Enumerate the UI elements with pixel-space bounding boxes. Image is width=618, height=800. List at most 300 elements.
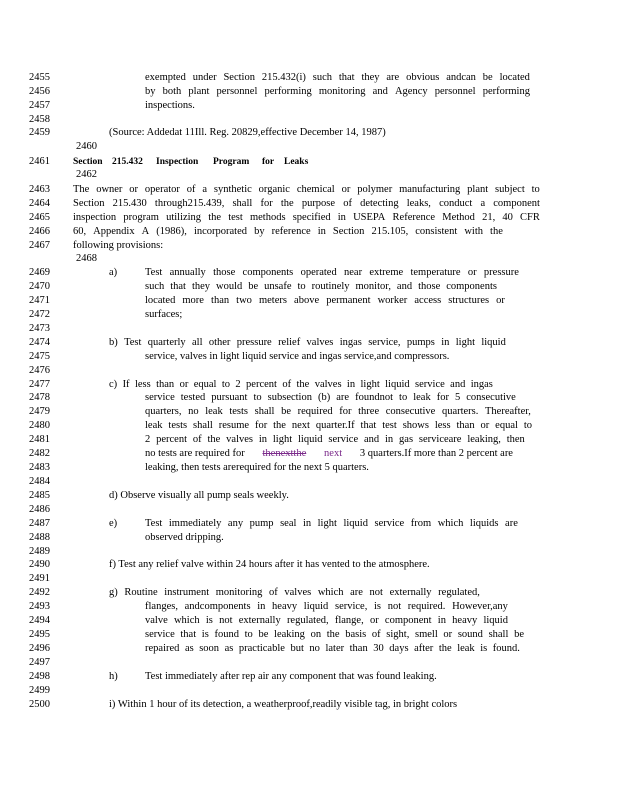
word: immediately xyxy=(168,518,222,529)
word: b) xyxy=(109,337,118,348)
word: located xyxy=(499,72,530,83)
word: service, xyxy=(368,337,401,348)
word: organic xyxy=(258,184,290,195)
word: which xyxy=(437,518,464,529)
word: three xyxy=(358,406,380,417)
word: incorporated xyxy=(193,226,248,237)
word: light xyxy=(317,518,337,529)
word: be xyxy=(482,72,493,83)
word: as xyxy=(184,643,194,654)
item-c-line: leaking, then tests arerequired for the next 5 quarters. xyxy=(145,462,369,473)
word: performing xyxy=(264,86,312,97)
word: liquid xyxy=(343,518,368,529)
word: they xyxy=(361,72,380,83)
word: externally xyxy=(389,587,432,598)
word: manufacturing xyxy=(399,184,461,195)
word: required. xyxy=(407,601,446,612)
word: Section xyxy=(332,226,365,237)
line-number: 2455 xyxy=(29,72,50,83)
line-number: 2493 xyxy=(29,601,50,612)
word: serviceare xyxy=(418,434,462,445)
word: or xyxy=(443,629,453,640)
word: routinely xyxy=(311,281,350,292)
line-number: 2456 xyxy=(29,86,50,97)
word: tests xyxy=(229,406,248,417)
line-number: 2477 xyxy=(29,379,50,390)
word: 215.105, xyxy=(371,226,409,237)
word: (1986), xyxy=(156,226,187,237)
item-g-line xyxy=(145,615,508,627)
line-number: 2497 xyxy=(29,657,50,668)
word: quarters, xyxy=(145,406,182,417)
word: Method xyxy=(442,212,475,223)
deleted-text: thenextthe xyxy=(262,448,307,459)
word: plant xyxy=(188,86,210,97)
word: liquid xyxy=(303,601,329,612)
line-number: 2494 xyxy=(29,615,50,626)
item-g-line xyxy=(145,629,524,641)
word: Test xyxy=(145,518,163,529)
word: of xyxy=(186,184,196,195)
word: in xyxy=(302,518,312,529)
item-a-line xyxy=(145,295,505,307)
word: utilizing xyxy=(166,212,202,223)
word: If xyxy=(122,379,130,390)
word: and xyxy=(450,379,466,390)
word: less xyxy=(434,420,451,431)
word: test xyxy=(382,420,397,431)
item-label: e) xyxy=(109,518,118,529)
word: pump xyxy=(249,518,274,529)
word: monitor, xyxy=(355,281,391,292)
word: pursuant xyxy=(211,392,248,403)
word: be xyxy=(281,406,292,417)
word: a xyxy=(202,184,208,195)
word: required xyxy=(297,406,333,417)
word: tested xyxy=(180,392,206,403)
word: in xyxy=(258,434,268,445)
word: more xyxy=(182,295,204,306)
intro-line xyxy=(73,226,503,238)
word: those xyxy=(418,281,441,292)
word: that xyxy=(360,420,377,431)
word: andcomponents xyxy=(184,601,251,612)
word: no xyxy=(188,406,199,417)
word: Agency xyxy=(394,86,428,97)
word: light xyxy=(455,337,475,348)
section-heading-word: Inspection xyxy=(156,157,199,167)
word: subsection xyxy=(267,392,312,403)
word: of xyxy=(343,198,352,209)
exemption-line xyxy=(145,72,530,84)
item-b-line xyxy=(109,337,506,349)
word: of xyxy=(282,379,292,390)
word: pressure xyxy=(483,267,519,278)
word: is xyxy=(201,629,209,640)
section-heading-word: Section xyxy=(73,157,103,167)
word: valves xyxy=(306,337,334,348)
line-number: 2457 xyxy=(29,100,50,111)
word: subject xyxy=(495,184,525,195)
word: in xyxy=(385,434,394,445)
word: those xyxy=(213,267,236,278)
exemption-line xyxy=(145,86,530,98)
word: tests xyxy=(168,420,188,431)
word: for xyxy=(436,392,449,403)
word: g) xyxy=(109,587,118,598)
line-number: 2472 xyxy=(29,309,50,320)
word: the xyxy=(490,226,503,237)
word: leak xyxy=(145,420,163,431)
word: Section xyxy=(73,198,105,209)
line-number: 2474 xyxy=(29,337,50,348)
line-number: 2459 xyxy=(29,127,50,138)
word: to xyxy=(531,184,540,195)
line-number: 2498 xyxy=(29,671,50,682)
word: percent xyxy=(156,434,188,445)
line-number: 2492 xyxy=(29,587,50,598)
word: above xyxy=(294,295,320,306)
word: by xyxy=(145,86,156,97)
word: to xyxy=(523,420,532,431)
item-c-line xyxy=(109,379,493,391)
word: liquid xyxy=(483,615,508,626)
line-number: 2468 xyxy=(76,253,97,264)
word: gas xyxy=(399,434,414,445)
word: annually xyxy=(169,267,206,278)
word: after xyxy=(414,643,434,654)
word: flanges, xyxy=(145,601,178,612)
word: Appendix xyxy=(93,226,135,237)
intro-line xyxy=(73,198,540,210)
word: purpose xyxy=(301,198,336,209)
word: for xyxy=(254,420,268,431)
word: would xyxy=(215,281,243,292)
word: leaking, xyxy=(467,434,501,445)
section-heading-word: for xyxy=(262,157,275,167)
word: exempted xyxy=(145,72,186,83)
word: of xyxy=(192,434,202,445)
line-number: 2461 xyxy=(29,156,50,167)
word: is xyxy=(374,601,382,612)
word: both xyxy=(162,86,182,97)
word: than xyxy=(211,295,230,306)
line-number: 2476 xyxy=(29,365,50,376)
item-g-line xyxy=(145,643,520,655)
word: owner xyxy=(96,184,123,195)
word: inspection xyxy=(73,212,117,223)
word: shows xyxy=(402,420,429,431)
word: which xyxy=(317,587,344,598)
word: in xyxy=(437,615,446,626)
word: ingas xyxy=(339,337,362,348)
line-number: 2480 xyxy=(29,420,50,431)
word: to xyxy=(221,379,231,390)
word: or xyxy=(480,420,490,431)
item-d-line: d) Observe visually all pump seals weekly. xyxy=(109,490,289,501)
word: service, xyxy=(334,601,368,612)
word: less xyxy=(134,379,151,390)
line-number: 2490 xyxy=(29,559,50,570)
word: and xyxy=(363,434,380,445)
word: not xyxy=(387,601,402,612)
word: Section xyxy=(223,72,255,83)
source-note: (Source: Addedat 11Ill. Reg. 20829,effective December 14, 1987) xyxy=(109,127,386,138)
word: regulated, xyxy=(438,587,480,598)
word: next xyxy=(291,420,310,431)
word: chemical xyxy=(296,184,335,195)
word: in xyxy=(441,337,450,348)
word: shall xyxy=(192,420,213,431)
word: component xyxy=(493,198,540,209)
item-h-line: Test immediately after rep air any component that was found leaking. xyxy=(145,671,437,682)
word: 30 xyxy=(373,643,384,654)
inserted-text: next xyxy=(324,448,343,459)
word: than xyxy=(156,379,175,390)
word: structures xyxy=(448,295,490,306)
word: test xyxy=(228,212,243,223)
word: are xyxy=(350,587,363,598)
word: are xyxy=(386,72,400,83)
word: no xyxy=(309,643,320,654)
word: Thereafter, xyxy=(485,406,531,417)
word: CFR xyxy=(520,212,540,223)
word: foundnot xyxy=(355,392,394,403)
word: (b) xyxy=(317,392,331,403)
word: days xyxy=(389,643,409,654)
word: 5 xyxy=(455,392,461,403)
word: such xyxy=(145,281,165,292)
word: than xyxy=(349,643,368,654)
word: component xyxy=(384,615,432,626)
word: are xyxy=(336,392,350,403)
word: permanent xyxy=(326,295,371,306)
word: worker xyxy=(377,295,408,306)
item-c-text: no tests are required for xyxy=(145,448,245,459)
word: the xyxy=(273,420,286,431)
word: ingas xyxy=(470,379,493,390)
word: two xyxy=(236,295,252,306)
word: andcan xyxy=(446,72,476,83)
word: such xyxy=(312,72,332,83)
word: the xyxy=(208,212,222,223)
intro-line xyxy=(73,184,540,196)
word: found xyxy=(214,629,239,640)
line-number: 2478 xyxy=(29,392,50,403)
word: service xyxy=(328,434,359,445)
line-number: 2460 xyxy=(76,141,97,152)
line-number: 2483 xyxy=(29,462,50,473)
word: USEPA xyxy=(353,212,386,223)
word: shall xyxy=(488,629,509,640)
line-number: 2471 xyxy=(29,295,50,306)
word: as xyxy=(224,643,234,654)
word: valves xyxy=(226,434,253,445)
word: shall xyxy=(232,198,253,209)
word: leak xyxy=(413,392,431,403)
word: basis xyxy=(345,629,367,640)
word: obvious xyxy=(406,72,440,83)
word: detecting xyxy=(360,198,399,209)
word: in xyxy=(346,379,356,390)
line-number: 2488 xyxy=(29,532,50,543)
word: externally xyxy=(238,615,281,626)
line-number: 2489 xyxy=(29,546,50,557)
word: repaired xyxy=(145,643,180,654)
word: liquid xyxy=(385,379,410,390)
item-g-line xyxy=(145,601,508,613)
item-e-line: observed dripping. xyxy=(145,532,224,543)
word: then xyxy=(506,434,525,445)
word: but xyxy=(290,643,304,654)
line-number: 2470 xyxy=(29,281,50,292)
word: and xyxy=(396,281,413,292)
word: access xyxy=(414,295,442,306)
word: not xyxy=(369,587,383,598)
word: be xyxy=(248,281,259,292)
line-number: 2469 xyxy=(29,267,50,278)
word: monitoring xyxy=(215,587,263,598)
word: Test xyxy=(145,267,163,278)
word: to xyxy=(253,392,262,403)
word: located xyxy=(145,295,176,306)
word: components xyxy=(242,267,294,278)
word: in xyxy=(337,212,346,223)
word: or xyxy=(467,267,477,278)
word: The xyxy=(73,184,90,195)
word: methods xyxy=(249,212,286,223)
word: liquid xyxy=(298,434,323,445)
word: to xyxy=(399,392,408,403)
line-number: 2467 xyxy=(29,240,50,251)
word: equal xyxy=(193,379,217,390)
word: operated xyxy=(300,267,337,278)
line-number: 2464 xyxy=(29,198,50,209)
word: the xyxy=(296,379,310,390)
word: to xyxy=(244,629,253,640)
word: 60, xyxy=(73,226,87,237)
word: service xyxy=(145,629,175,640)
item-c-line xyxy=(145,420,532,432)
item-c-line-revised xyxy=(145,448,513,460)
word: are xyxy=(505,518,518,529)
word: seal xyxy=(280,518,297,529)
word: percent xyxy=(246,379,277,390)
word: that xyxy=(180,629,197,640)
item-f-line: f) Test any relief valve within 24 hours after it has vented to the atmosphere. xyxy=(109,559,430,570)
word: plant xyxy=(467,184,489,195)
word: or xyxy=(129,184,139,195)
section-heading-word: Program xyxy=(213,157,250,167)
word: 2 xyxy=(145,434,151,445)
word: smell xyxy=(415,629,438,640)
word: conduct xyxy=(439,198,473,209)
word: later xyxy=(325,643,345,654)
word: resume xyxy=(218,420,250,431)
line-number: 2500 xyxy=(29,699,50,710)
word: and xyxy=(372,86,388,97)
line-number: 2463 xyxy=(29,184,50,195)
line-number: 2486 xyxy=(29,504,50,515)
word: components xyxy=(446,281,497,292)
word: quarters. xyxy=(441,406,479,417)
word: extreme xyxy=(369,267,404,278)
word: shall xyxy=(254,406,275,417)
word: sight, xyxy=(386,629,410,640)
word: quarterly xyxy=(147,337,186,348)
word: 215.432(i) xyxy=(261,72,306,83)
word: Routine xyxy=(124,587,158,598)
section-heading-word: Leaks xyxy=(284,157,309,167)
item-i-line: i) Within 1 hour of its detection, a weatherproof,readily visible tag, in bright colors xyxy=(109,699,458,710)
line-number: 2491 xyxy=(29,573,50,584)
word: service xyxy=(415,379,445,390)
word: valves xyxy=(284,587,312,598)
word: under xyxy=(192,72,217,83)
word: However,any xyxy=(452,601,508,612)
word: program xyxy=(123,212,159,223)
word: by xyxy=(254,226,265,237)
word: service xyxy=(374,518,405,529)
word: Test xyxy=(124,337,142,348)
word: instrument xyxy=(164,587,210,598)
line-number: 2495 xyxy=(29,629,50,640)
word: unsafe xyxy=(264,281,292,292)
item-c-line xyxy=(145,406,531,418)
word: found. xyxy=(492,643,520,654)
item-a-line xyxy=(145,267,519,279)
item-label: a) xyxy=(109,267,118,278)
item-c-line xyxy=(145,434,525,446)
word: through215.439, xyxy=(154,198,225,209)
word: light xyxy=(360,379,380,390)
item-e-line xyxy=(145,518,518,530)
word: A xyxy=(141,226,150,237)
word: polymer xyxy=(357,184,393,195)
word: meters xyxy=(258,295,287,306)
word: they xyxy=(191,281,211,292)
word: than xyxy=(456,420,475,431)
word: practicable xyxy=(238,643,285,654)
word: for xyxy=(260,198,273,209)
word: operator xyxy=(144,184,180,195)
word: consistent xyxy=(415,226,458,237)
word: heavy xyxy=(272,601,298,612)
word: 40 xyxy=(502,212,513,223)
item-g-line xyxy=(109,587,480,599)
word: with xyxy=(464,226,483,237)
word: leaking xyxy=(274,629,305,640)
word: near xyxy=(344,267,363,278)
word: in xyxy=(257,601,266,612)
word: light xyxy=(272,434,293,445)
word: which xyxy=(173,615,200,626)
word: specified xyxy=(292,212,331,223)
word: personnel xyxy=(434,86,476,97)
item-c-line xyxy=(145,392,516,404)
word: a xyxy=(480,198,486,209)
word: valve xyxy=(145,615,168,626)
word: pumps xyxy=(406,337,435,348)
word: temperature xyxy=(410,267,461,278)
word: or xyxy=(369,615,379,626)
word: leak xyxy=(457,643,475,654)
word: pressure xyxy=(236,337,272,348)
line-number: 2485 xyxy=(29,490,50,501)
word: from xyxy=(410,518,432,529)
word: equal xyxy=(495,420,518,431)
line-number: 2482 xyxy=(29,448,50,459)
